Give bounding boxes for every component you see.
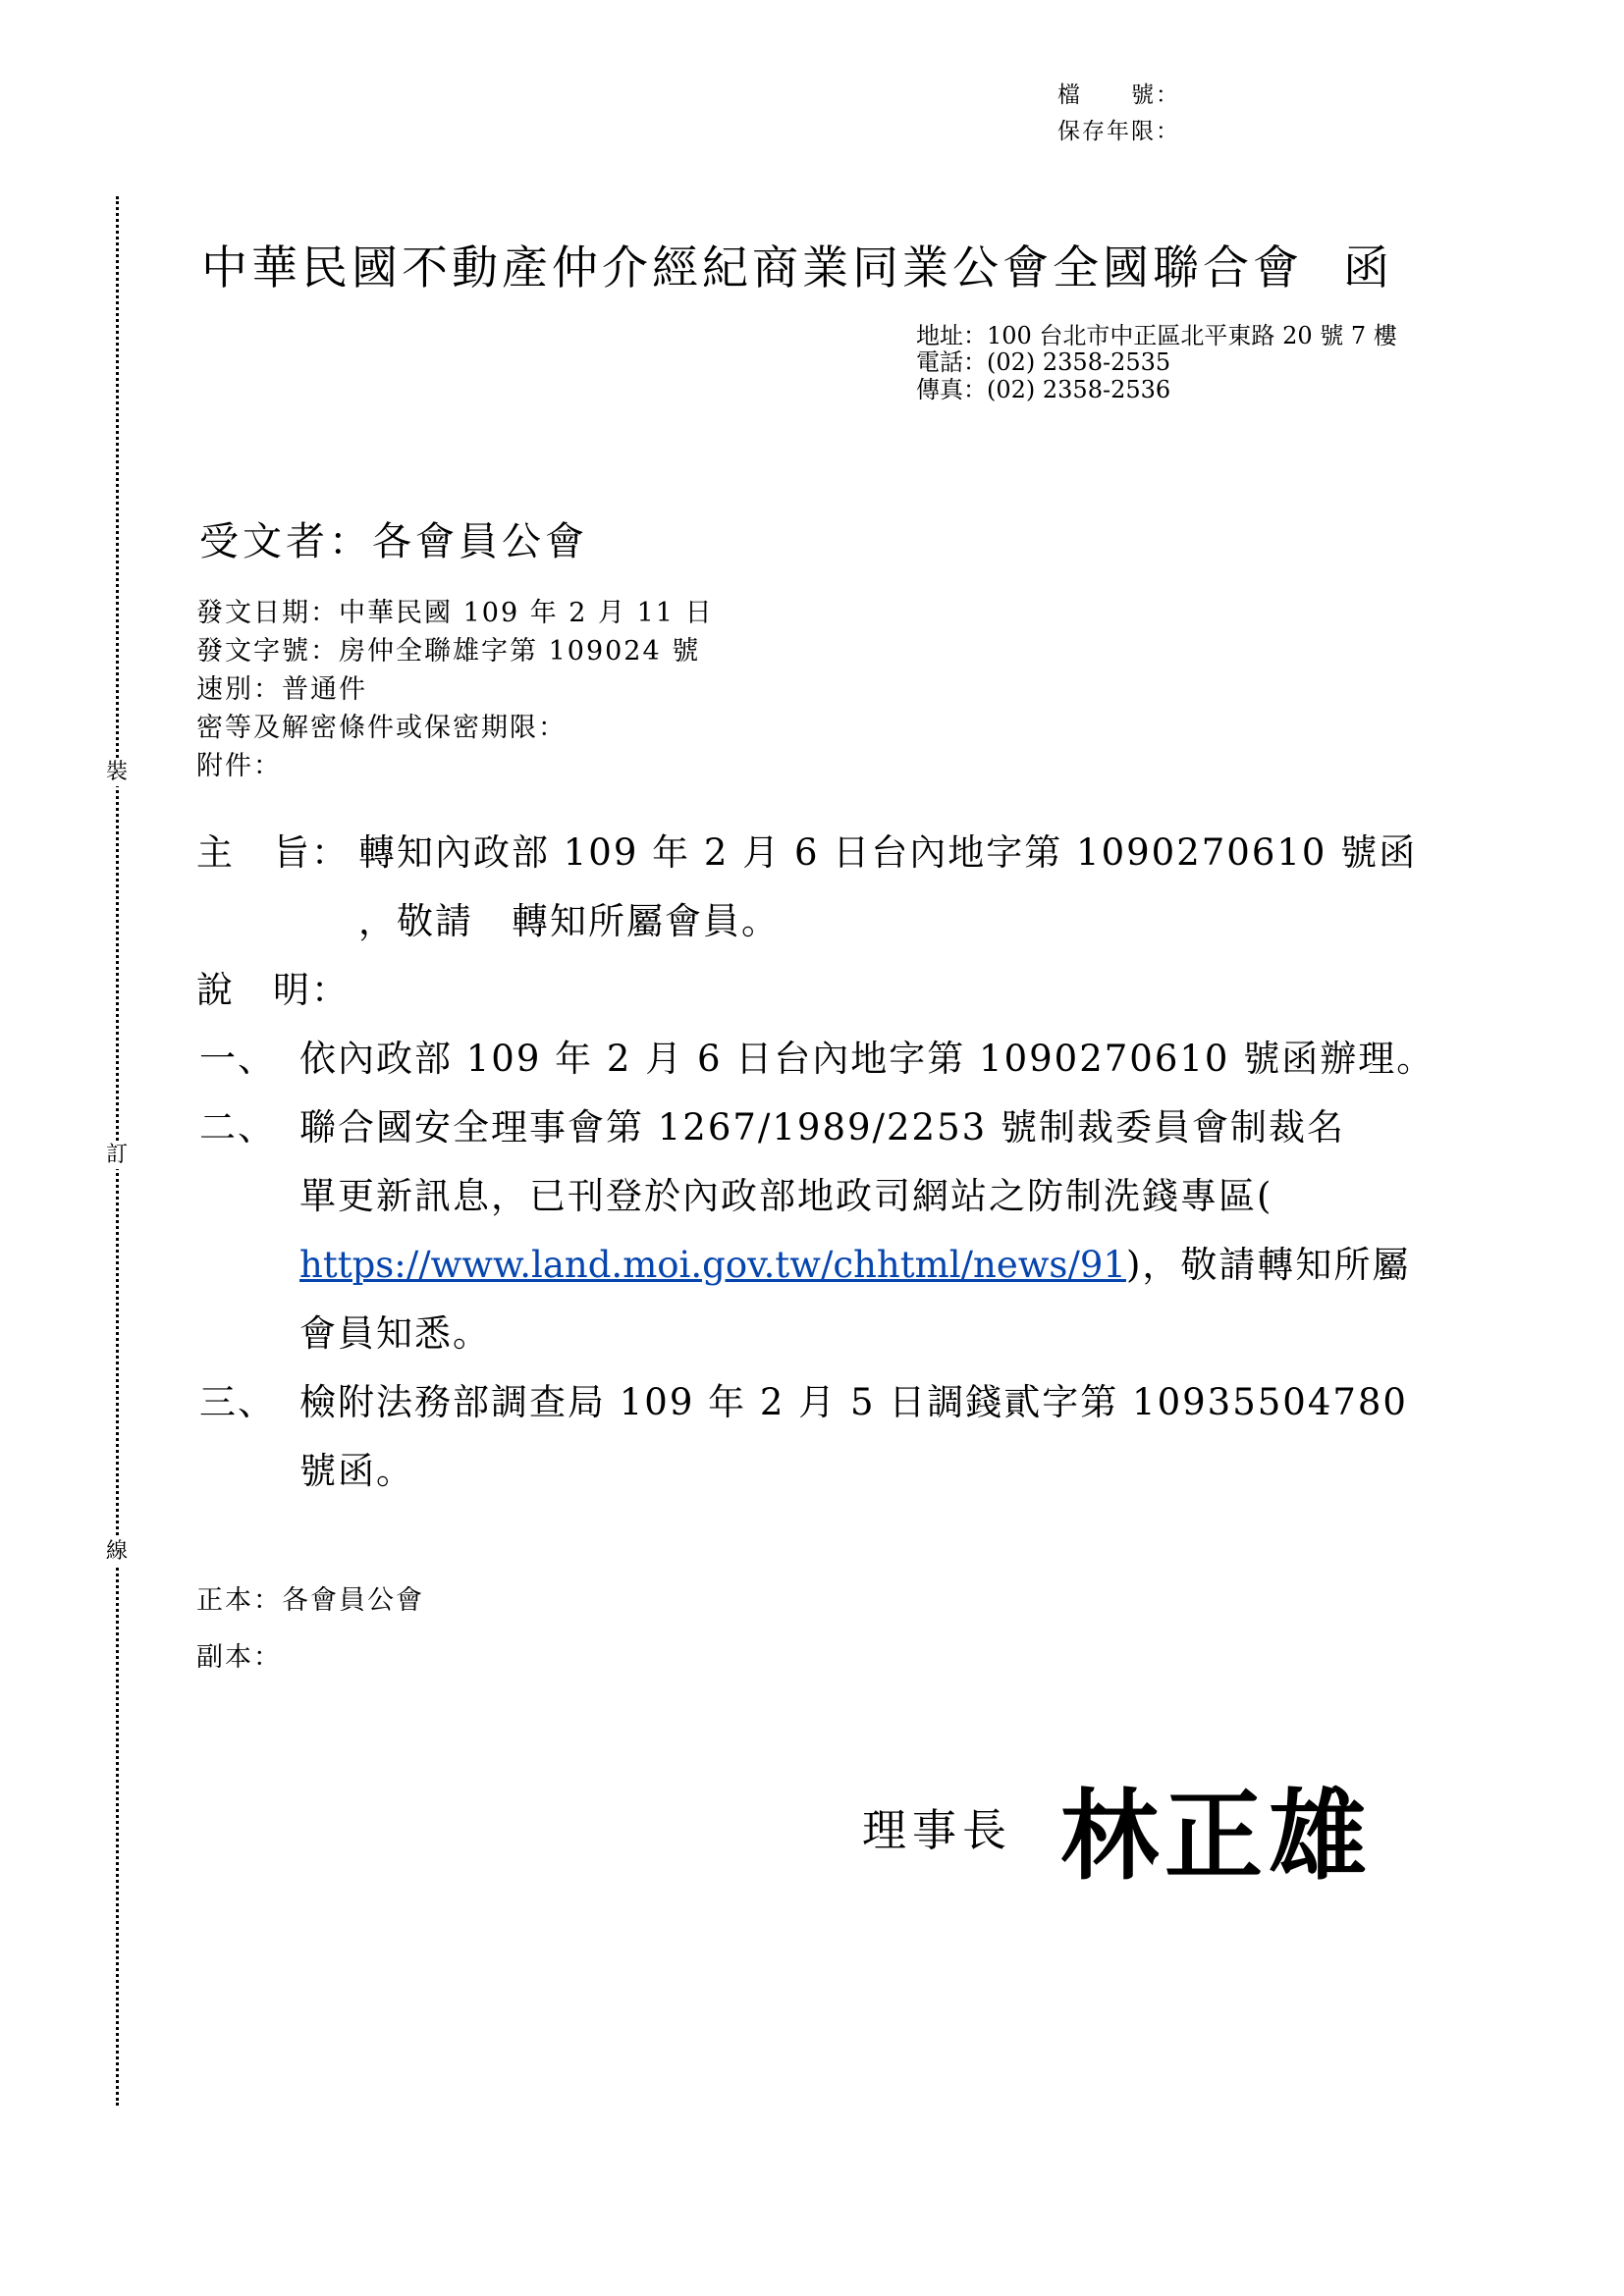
file-number-label: 檔 號： — [1057, 82, 1180, 108]
item-2-line-4: 會員知悉。 — [299, 1312, 491, 1355]
signer-title: 理事長 — [862, 1804, 1013, 1856]
urgency: 速別：普通件 — [196, 674, 367, 705]
item-2-line-2: 單更新訊息，已刊登於內政部地政司網站之防制洗錢專區( — [299, 1175, 1273, 1217]
recipient-line: 受文者：各會員公會 — [199, 519, 588, 564]
document-type: 函 — [1343, 241, 1389, 295]
signer-name: 林正雄 — [1060, 1779, 1373, 1894]
issue-date: 發文日期：中華民國 109 年 2 月 11 日 — [196, 598, 714, 628]
organization-name: 中華民國不動產仲介經紀商業同業公會全國聯合會 — [201, 241, 1303, 295]
binding-char-bind: 裝 — [103, 759, 131, 786]
confidentiality: 密等及解密條件或保密期限： — [196, 713, 567, 743]
explanation-label: 說 明： — [196, 969, 350, 1011]
address-line: 地址：100 台北市中正區北平東路 20 號 7 樓 — [916, 322, 1397, 349]
item-1-marker: 一、 — [199, 1038, 276, 1080]
moi-news-link[interactable]: https://www.land.moi.gov.tw/chhtml/news/91 — [299, 1244, 1126, 1286]
item-2-line-1: 聯合國安全理事會第 1267/1989/2253 號制裁委員會制裁名 — [299, 1106, 1345, 1148]
item-3-marker: 三、 — [199, 1381, 276, 1423]
item-3-line-1: 檢附法務部調查局 109 年 2 月 5 日調錢貳字第 10935504780 — [299, 1381, 1408, 1423]
subject-line-2: ，敬請 轉知所屬會員。 — [358, 900, 780, 942]
binding-char-staple: 訂 — [103, 1142, 131, 1169]
item-3-line-2: 號函。 — [299, 1450, 414, 1492]
attachments: 附件： — [196, 751, 282, 781]
subject-label: 主 旨： — [196, 831, 350, 874]
item-2-line-3-rest: )，敬請轉知所屬 — [1125, 1244, 1411, 1286]
binding-char-line: 線 — [103, 1538, 131, 1566]
duplicate-copy: 副本： — [196, 1642, 282, 1673]
item-2-marker: 二、 — [199, 1106, 276, 1148]
item-2-line-3 — [299, 1244, 1410, 1287]
retention-period-label: 保存年限： — [1057, 119, 1180, 144]
issue-number: 發文字號：房仲全聯雄字第 109024 號 — [196, 636, 701, 667]
subject-line-1: 轉知內政部 109 年 2 月 6 日台內地字第 1090270610 號函 — [358, 831, 1418, 874]
fax-line: 傳真：(02) 2358-2536 — [916, 376, 1171, 403]
original-copy: 正本：各會員公會 — [196, 1585, 424, 1616]
item-1-text: 依內政部 109 年 2 月 6 日台內地字第 1090270610 號函辦理。 — [299, 1038, 1435, 1080]
phone-line: 電話：(02) 2358-2535 — [916, 348, 1171, 376]
